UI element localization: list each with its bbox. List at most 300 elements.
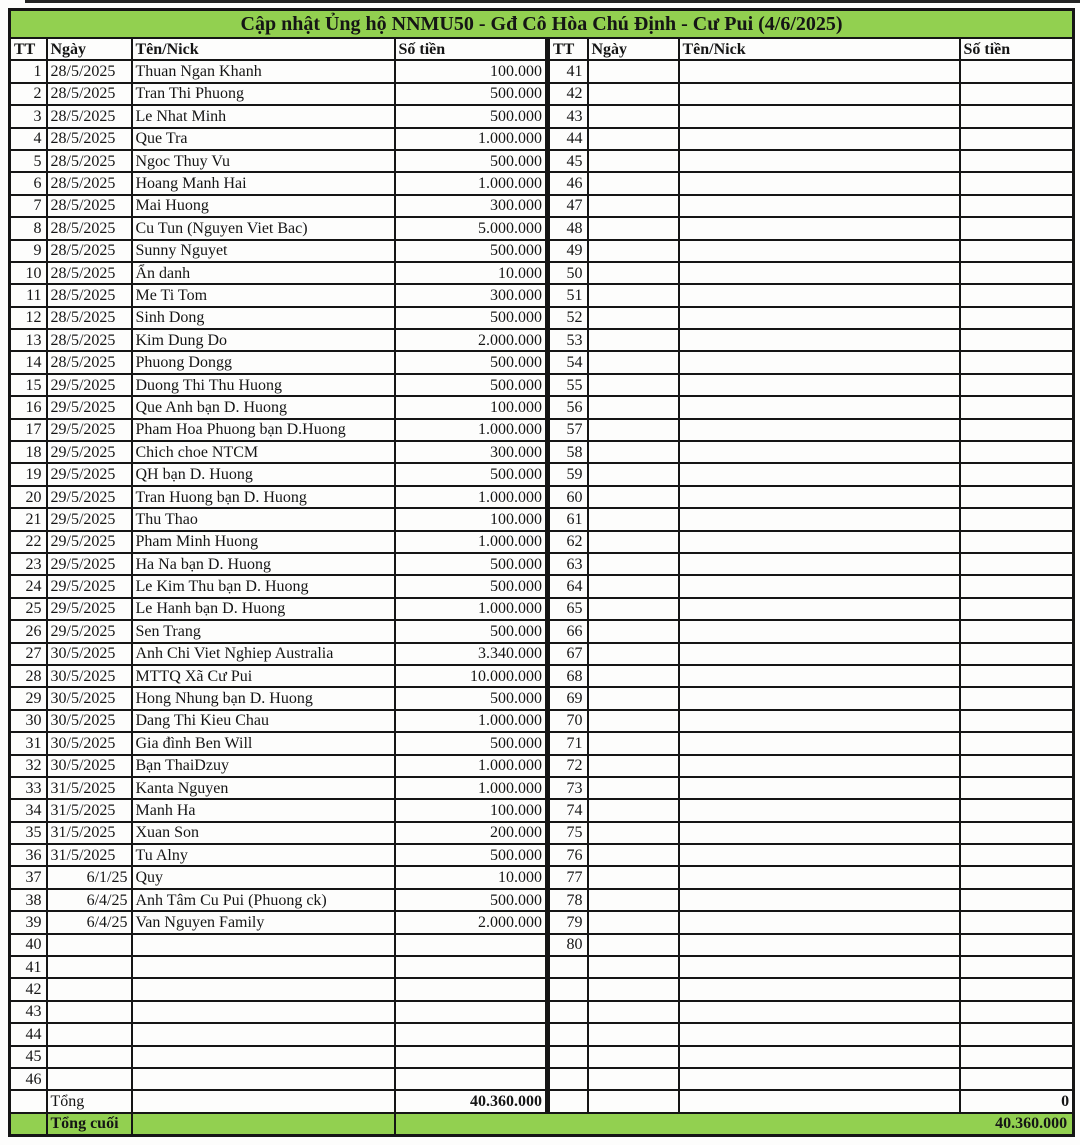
cell-tt-left: 7 <box>10 195 47 217</box>
cell-name-left: Pham Minh Huong <box>132 531 395 553</box>
column-header-row <box>10 38 1074 60</box>
cell-date-right <box>588 329 679 351</box>
cell-amount-right <box>960 351 1074 373</box>
cell-date-left: 28/5/2025 <box>47 83 132 105</box>
cell-tt-left: 23 <box>10 553 47 575</box>
cell-amount-left <box>395 956 548 978</box>
cell-name-left <box>132 1046 395 1068</box>
cell-date-left: 29/5/2025 <box>47 486 132 508</box>
cell-name-right <box>679 172 960 194</box>
cell-tt-left: 15 <box>10 374 47 396</box>
cell-name-left: Le Hanh bạn D. Huong <box>132 598 395 620</box>
table-row <box>10 60 1074 82</box>
cell-tt-left: 14 <box>10 351 47 373</box>
cell-amount-left: 300.000 <box>395 441 548 463</box>
cell-amount-left: 1.000.000 <box>395 531 548 553</box>
cell-date-right <box>588 687 679 709</box>
cell-date-left: 6/4/25 <box>47 889 132 911</box>
cell-name-left: Tran Thi Phuong <box>132 83 395 105</box>
cell-name-left: Dang Thi Kieu Chau <box>132 710 395 732</box>
cell-date-right <box>588 374 679 396</box>
table-row <box>10 128 1074 150</box>
cell-date-right <box>588 978 679 1000</box>
cell-date-right <box>588 620 679 642</box>
cell-name-right <box>679 150 960 172</box>
cell-date-left: 31/5/2025 <box>47 822 132 844</box>
cell-tt-right: 80 <box>548 934 588 956</box>
cell-date-left <box>47 934 132 956</box>
cell-date-left: 28/5/2025 <box>47 195 132 217</box>
cell-amount-right <box>960 1068 1074 1090</box>
cell-amount-right <box>960 463 1074 485</box>
column-header-name-left: Tên/Nick <box>132 38 395 60</box>
cell-amount-left: 3.340.000 <box>395 643 548 665</box>
cell-date-right <box>588 531 679 553</box>
column-header-amount-right: Số tiền <box>960 38 1074 60</box>
cell-name-left: Le Kim Thu bạn D. Huong <box>132 575 395 597</box>
cell-date-right <box>588 486 679 508</box>
cell-name-left: Bạn ThaiDzuy <box>132 755 395 777</box>
cell-amount-left: 500.000 <box>395 687 548 709</box>
cell-date-left: 29/5/2025 <box>47 620 132 642</box>
table-row <box>10 284 1074 306</box>
cell-date-left: 29/5/2025 <box>47 396 132 418</box>
cell-date-right <box>588 1001 679 1023</box>
cell-tt-right: 50 <box>548 262 588 284</box>
cell-tt-left: 40 <box>10 934 47 956</box>
cell-date-left <box>47 1046 132 1068</box>
cell-amount-left: 1.000.000 <box>395 419 548 441</box>
cell-tt-right: 60 <box>548 486 588 508</box>
cell-date-right <box>588 911 679 933</box>
table-body <box>10 60 1074 1090</box>
cell-name-left: Ẩn danh <box>132 262 395 284</box>
cell-name-left <box>132 1023 395 1045</box>
cell-date-left: 29/5/2025 <box>47 553 132 575</box>
cell-name-left: Kim Dung Do <box>132 329 395 351</box>
cell-name-left: Gia đình Ben Will <box>132 732 395 754</box>
cell-tt-left: 26 <box>10 620 47 642</box>
cell-amount-left: 500.000 <box>395 307 548 329</box>
cell-tt-right: 78 <box>548 889 588 911</box>
cell-tt-right: 45 <box>548 150 588 172</box>
table-row <box>10 889 1074 911</box>
cell-date-right <box>588 1090 679 1112</box>
cell-amount-right <box>960 710 1074 732</box>
cell-amount-right <box>960 1001 1074 1023</box>
cell-tt-left: 37 <box>10 866 47 888</box>
cell-name-right <box>679 866 960 888</box>
cell-date-right <box>588 1023 679 1045</box>
cell-date-left: 30/5/2025 <box>47 732 132 754</box>
cell-amount-left <box>395 1023 548 1045</box>
table-row <box>10 643 1074 665</box>
cell-amount-right <box>960 329 1074 351</box>
cell-date-right <box>588 217 679 239</box>
cell-name-right <box>679 531 960 553</box>
cell-amount-right <box>960 217 1074 239</box>
cell-amount-right <box>960 956 1074 978</box>
cell-tt-left: 5 <box>10 150 47 172</box>
table-row <box>10 195 1074 217</box>
cell-date-right <box>588 934 679 956</box>
cell-name-right <box>679 83 960 105</box>
cell-name-left: Ngoc Thuy Vu <box>132 150 395 172</box>
cell-amount-right <box>960 396 1074 418</box>
grand-total-row <box>10 1113 1074 1136</box>
cell-name-right <box>679 889 960 911</box>
column-header-tt-left: TT <box>10 38 47 60</box>
cell-date-right <box>588 777 679 799</box>
cell-name-left: Anh Tâm Cu Pui (Phuong ck) <box>132 889 395 911</box>
donation-sheet <box>8 8 1075 1137</box>
column-header-tt-right: TT <box>548 38 588 60</box>
cell-name-left: Mai Huong <box>132 195 395 217</box>
cell-tt-right: 64 <box>548 575 588 597</box>
table-row <box>10 553 1074 575</box>
cell-amount-right <box>960 620 1074 642</box>
cell-tt-right: 72 <box>548 755 588 777</box>
cell-name-left: Xuan Son <box>132 822 395 844</box>
column-header-amount-left: Số tiền <box>395 38 548 60</box>
cell-tt-right: 69 <box>548 687 588 709</box>
cell-date-left: 29/5/2025 <box>47 531 132 553</box>
cell-amount-right <box>960 687 1074 709</box>
cell-name-right <box>679 60 960 82</box>
cell-amount-right <box>960 866 1074 888</box>
table-row <box>10 777 1074 799</box>
cell-date-right <box>588 240 679 262</box>
cell-amount-left <box>395 1046 548 1068</box>
cell-date-right <box>588 83 679 105</box>
cell-name-right <box>679 553 960 575</box>
cell-tt-right: 54 <box>548 351 588 373</box>
cell-name-left: Pham Hoa Phuong bạn D.Huong <box>132 419 395 441</box>
cell-name-left: Que Anh bạn D. Huong <box>132 396 395 418</box>
table-row <box>10 240 1074 262</box>
cell-date-right <box>588 598 679 620</box>
cell-tt-left: 36 <box>10 844 47 866</box>
cell-name-left: Tu Alny <box>132 844 395 866</box>
cell-amount-left: 500.000 <box>395 240 548 262</box>
cell-amount-left: 500.000 <box>395 351 548 373</box>
cell-amount-right <box>960 553 1074 575</box>
cell-name-right <box>679 665 960 687</box>
table-row <box>10 307 1074 329</box>
cell-amount-right <box>960 486 1074 508</box>
cell-date-left: 29/5/2025 <box>47 508 132 530</box>
cell-tt-left: 16 <box>10 396 47 418</box>
cell-date-left: 28/5/2025 <box>47 150 132 172</box>
table-row <box>10 575 1074 597</box>
cell-name-right <box>679 463 960 485</box>
table-row <box>10 1046 1074 1068</box>
cell-name-right <box>679 822 960 844</box>
cell-tt-right: 76 <box>548 844 588 866</box>
cell-name-left: Tran Huong bạn D. Huong <box>132 486 395 508</box>
cell-tt-right: 58 <box>548 441 588 463</box>
cell-amount-right <box>960 934 1074 956</box>
cell-tt-right: 57 <box>548 419 588 441</box>
cell-name-right <box>679 956 960 978</box>
cell-date-left: 30/5/2025 <box>47 665 132 687</box>
column-header-name-right: Tên/Nick <box>679 38 960 60</box>
cell-date-left <box>47 1068 132 1090</box>
cell-amount-left: 1.000.000 <box>395 128 548 150</box>
cell-date-right <box>588 508 679 530</box>
cell-name-right <box>679 643 960 665</box>
table-row <box>10 105 1074 127</box>
donation-table <box>8 8 1075 1137</box>
cell-name-left: Thuan Ngan Khanh <box>132 60 395 82</box>
cell-amount-left: 1.000.000 <box>395 172 548 194</box>
cell-tt-left: 35 <box>10 822 47 844</box>
cell-tt-right: 51 <box>548 284 588 306</box>
cell-tt-right: 74 <box>548 799 588 821</box>
cell-amount-left: 10.000.000 <box>395 665 548 687</box>
cell-amount-left <box>395 1068 548 1090</box>
cell-tt-left: 44 <box>10 1023 47 1045</box>
cell-name-left: Sinh Dong <box>132 307 395 329</box>
cell-tt-right: 67 <box>548 643 588 665</box>
cell-amount-right <box>960 150 1074 172</box>
cell-name-right <box>679 195 960 217</box>
cell-tt-right: 52 <box>548 307 588 329</box>
cell-date-right <box>588 732 679 754</box>
cell-tt-left: 41 <box>10 956 47 978</box>
cell-name-left <box>132 1001 395 1023</box>
table-row <box>10 620 1074 642</box>
cell-tt-right <box>548 1001 588 1023</box>
cell-name-left: Quy <box>132 866 395 888</box>
table-row <box>10 172 1074 194</box>
cell-date-left: 6/4/25 <box>47 911 132 933</box>
cell-tt-left: 8 <box>10 217 47 239</box>
cell-date-left: 28/5/2025 <box>47 60 132 82</box>
cell-date-right <box>588 172 679 194</box>
cell-amount-right <box>960 799 1074 821</box>
cell-name-left: Sen Trang <box>132 620 395 642</box>
cell-date-left: 30/5/2025 <box>47 687 132 709</box>
cell-amount-right <box>960 777 1074 799</box>
cell-date-right <box>588 396 679 418</box>
cell-tt-right: 44 <box>548 128 588 150</box>
cell-name-right <box>679 1023 960 1045</box>
cell-tt-left: 29 <box>10 687 47 709</box>
cell-amount-right <box>960 240 1074 262</box>
cell-amount-right <box>960 531 1074 553</box>
cell-name-left: Kanta Nguyen <box>132 777 395 799</box>
table-row <box>10 956 1074 978</box>
cell-amount-left: 1.000.000 <box>395 777 548 799</box>
cell-date-left: 29/5/2025 <box>47 374 132 396</box>
cell-amount-left: 2.000.000 <box>395 329 548 351</box>
table-row <box>10 531 1074 553</box>
cell-date-right <box>588 553 679 575</box>
table-row <box>10 1023 1074 1045</box>
cell-date-left <box>47 1023 132 1045</box>
cell-tt-right <box>548 978 588 1000</box>
cell-name-right <box>679 799 960 821</box>
cell-amount-right <box>960 419 1074 441</box>
cell-date-left <box>47 956 132 978</box>
cell-tt-right: 65 <box>548 598 588 620</box>
cell-amount-left: 1.000.000 <box>395 486 548 508</box>
cell-amount-right <box>960 60 1074 82</box>
cell-tt-left: 45 <box>10 1046 47 1068</box>
cell-name-left: Hong Nhung bạn D. Huong <box>132 687 395 709</box>
cell-name-left: Duong Thi Thu Huong <box>132 374 395 396</box>
cell-tt-left: 43 <box>10 1001 47 1023</box>
cell-amount-right <box>960 1023 1074 1045</box>
cell-amount-right <box>960 822 1074 844</box>
cell-date-left: 28/5/2025 <box>47 240 132 262</box>
cell-tt-left: 27 <box>10 643 47 665</box>
cell-amount-left: 500.000 <box>395 889 548 911</box>
cell-tt-right: 66 <box>548 620 588 642</box>
cell-tt-right: 42 <box>548 83 588 105</box>
cell-date-right <box>588 419 679 441</box>
cell-tt-left: 17 <box>10 419 47 441</box>
cell-name-left: Que Tra <box>132 128 395 150</box>
table-row <box>10 396 1074 418</box>
cell-tt-right: 79 <box>548 911 588 933</box>
cell-tt-left: 18 <box>10 441 47 463</box>
cell-tt-left: 24 <box>10 575 47 597</box>
table-row <box>10 83 1074 105</box>
cell-name-left: Me Ti Tom <box>132 284 395 306</box>
cell-tt-left: 21 <box>10 508 47 530</box>
cell-name-right <box>679 374 960 396</box>
cell-tt-right: 68 <box>548 665 588 687</box>
cell-tt-right: 70 <box>548 710 588 732</box>
cell-name-right <box>679 1090 960 1112</box>
cell-date-right <box>588 60 679 82</box>
cell-tt-left <box>10 1113 47 1136</box>
cell-tt-left: 30 <box>10 710 47 732</box>
cell-amount-left: 300.000 <box>395 284 548 306</box>
cell-date-left: 28/5/2025 <box>47 217 132 239</box>
cell-date-right <box>588 799 679 821</box>
cell-tt-right <box>548 956 588 978</box>
cell-name-left: Anh Chi Viet Nghiep Australia <box>132 643 395 665</box>
cell-tt-left: 28 <box>10 665 47 687</box>
column-header-date-left: Ngày <box>47 38 132 60</box>
cell-amount-left: 10.000 <box>395 866 548 888</box>
cell-date-right <box>588 441 679 463</box>
cell-date-right <box>588 150 679 172</box>
cell-name-right <box>679 128 960 150</box>
cell-amount-right <box>960 195 1074 217</box>
cell-name-left <box>132 978 395 1000</box>
subtotal-row <box>10 1090 1074 1112</box>
cell-name-right <box>679 486 960 508</box>
cell-tt-right: 43 <box>548 105 588 127</box>
cell-name-right <box>679 217 960 239</box>
cell-date-right <box>588 307 679 329</box>
cell-name-right <box>679 508 960 530</box>
table-row <box>10 755 1074 777</box>
cell-amount-right <box>960 374 1074 396</box>
cell-amount-left <box>395 1001 548 1023</box>
cell-amount-left: 100.000 <box>395 799 548 821</box>
cell-date-right <box>588 643 679 665</box>
cell-tt-right: 77 <box>548 866 588 888</box>
cell-amount-left: 100.000 <box>395 508 548 530</box>
cell-name-right <box>679 575 960 597</box>
cell-date-left: 29/5/2025 <box>47 463 132 485</box>
table-row <box>10 351 1074 373</box>
cell-tt-left: 31 <box>10 732 47 754</box>
table-row <box>10 934 1074 956</box>
cell-date-left: 30/5/2025 <box>47 710 132 732</box>
cell-tt-right: 63 <box>548 553 588 575</box>
cell-amount-right <box>960 978 1074 1000</box>
cell-name-left: Van Nguyen Family <box>132 911 395 933</box>
cell-name-right <box>679 755 960 777</box>
cell-amount-right <box>960 575 1074 597</box>
cell-amount-left <box>395 978 548 1000</box>
cell-amount-left: 1.000.000 <box>395 755 548 777</box>
table-row <box>10 822 1074 844</box>
cell-name-right <box>679 240 960 262</box>
cell-tt-left <box>10 1090 47 1112</box>
cell-date-left: 28/5/2025 <box>47 262 132 284</box>
table-row <box>10 262 1074 284</box>
cell-tt-left: 3 <box>10 105 47 127</box>
cell-amount-right <box>960 83 1074 105</box>
table-row <box>10 329 1074 351</box>
cell-tt-left: 13 <box>10 329 47 351</box>
cell-name-right <box>679 710 960 732</box>
cell-amount-right <box>960 105 1074 127</box>
cell-amount-left: 500.000 <box>395 374 548 396</box>
cell-amount-right <box>960 911 1074 933</box>
cell-tt-right: 55 <box>548 374 588 396</box>
table-row <box>10 799 1074 821</box>
cell-tt-left: 39 <box>10 911 47 933</box>
cell-amount-right <box>960 262 1074 284</box>
cell-amount-left: 100.000 <box>395 60 548 82</box>
cell-name-left: Le Nhat Minh <box>132 105 395 127</box>
cell-date-right <box>588 1046 679 1068</box>
cell-name-left: Cu Tun (Nguyen Viet Bac) <box>132 217 395 239</box>
cell-date-right <box>588 284 679 306</box>
cell-name-right <box>679 934 960 956</box>
cell-date-left <box>47 1001 132 1023</box>
cell-name-right <box>679 1068 960 1090</box>
cell-date-left: 29/5/2025 <box>47 575 132 597</box>
cell-name-left <box>132 934 395 956</box>
cell-date-right <box>588 262 679 284</box>
cell-date-right <box>588 195 679 217</box>
cell-tt-right: 59 <box>548 463 588 485</box>
cell-date-left: 29/5/2025 <box>47 419 132 441</box>
table-row <box>10 687 1074 709</box>
cell-date-left: 30/5/2025 <box>47 643 132 665</box>
cell-name-right <box>679 978 960 1000</box>
cell-tt-left: 12 <box>10 307 47 329</box>
column-header-date-right: Ngày <box>588 38 679 60</box>
cell-date-right <box>588 822 679 844</box>
table-row <box>10 419 1074 441</box>
cell-date-right <box>588 351 679 373</box>
cell-tt-left: 46 <box>10 1068 47 1090</box>
cell-amount-right <box>960 889 1074 911</box>
cell-name-left: Sunny Nguyet <box>132 240 395 262</box>
cell-date-left: 31/5/2025 <box>47 777 132 799</box>
table-row <box>10 978 1074 1000</box>
